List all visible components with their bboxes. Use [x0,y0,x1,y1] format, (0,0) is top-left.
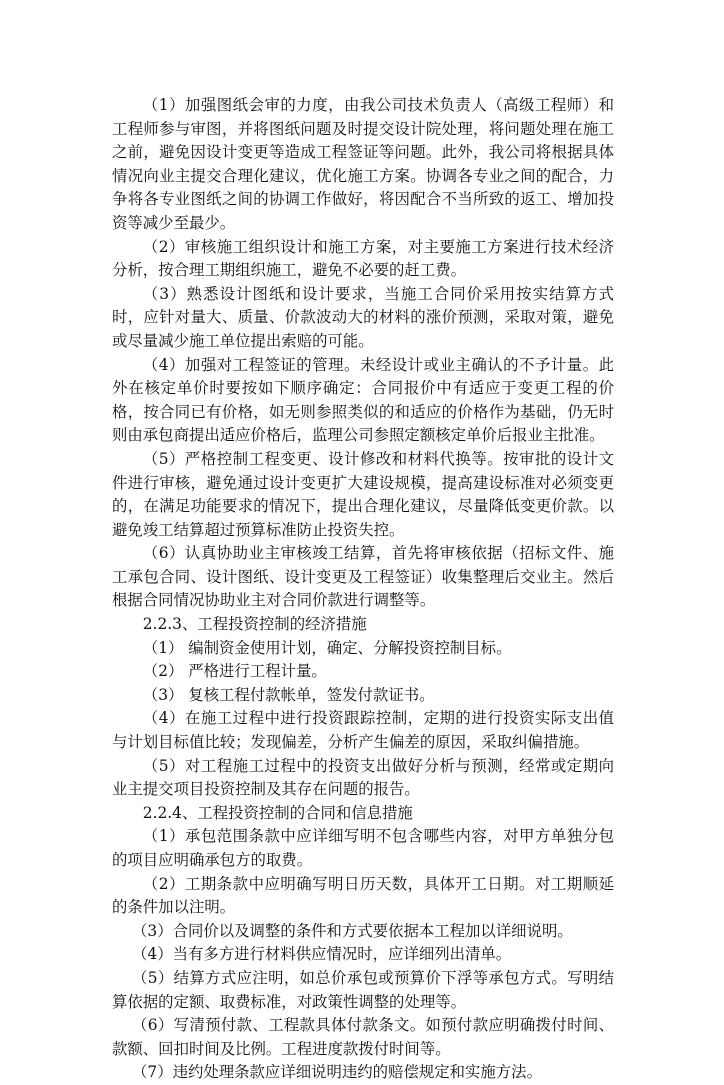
list-item-economic-1: （1） 编制资金使用计划，确定、分解投资控制目标。 [142,638,512,657]
paragraph-3: （3）熟悉设计图纸和设计要求，当施工合同价采用按实结算方式时，应针对量大、质量、价款波动大的材料的涨价预测，采取对策，避免或尽量减少施工单位提出索赔的可能。 [112,284,614,350]
paragraph-6: （6）认真协助业主审核竣工结算，首先将审核依据（招标文件、施工承包合同、设计图纸、设计变更及工程签证）收集整理后交业主。然后根据合同情况协助业主对合同价款进行调整等。 [112,544,614,610]
section-heading-2-2-4: 2.2.4、工程投资控制的合同和信息措施 [142,803,413,822]
list-item-contract-2: （2）工期条款中应明确写明日历天数，具体开工日期。对工期顺延的条件加以注明。 [112,874,614,917]
list-item-economic-5: （5）对工程施工过程中的投资支出做好分析与预测，经常或定期向业主提交项目投资控制及其存在问题的报告。 [112,756,614,799]
list-item-contract-7: （7）违约处理条款应详细说明违约的赔偿规定和实施方法。 [132,1063,542,1082]
list-item-contract-4: （4）当有多方进行材料供应情况时，应详细列出清单。 [132,945,512,964]
paragraph-2: （2）审核施工组织设计和施工方案，对主要施工方案进行技术经济分析，按合理工期组织施工，避免不必要的赶工费。 [112,237,614,280]
document-body [112,94,614,1085]
paragraph-5: （5）严格控制工程变更、设计修改和材料代换等。按审批的设计文件进行审核，避免通过设计变更扩大建设规模，提高建设标准对必须变更的，在满足功能要求的情况下，提出合理化建议，尽量降低变更价款。以避免竣工结算超过预算标准防止投资失控。 [112,449,614,539]
list-item-contract-6: （6）写清预付款、工程款具体付款条文。如预付款应明确拨付时间、款额、回扣时间及比例。工程进度款拨付时间等。 [112,1016,614,1058]
list-item-economic-2: （2） 严格进行工程计量。 [142,662,327,681]
list-item-economic-3: （3） 复核工程付款帐单，签发付款证书。 [142,685,435,704]
list-item-contract-1: （1）承包范围条款中应详细写明不包含哪些内容，对甲方单独分包的项目应明确承包方的取费。 [112,827,614,869]
list-item-contract-3: （3）合同价以及调整的条件和方式要依据本工程加以详细说明。 [132,921,573,940]
paragraph-1: （1）加强图纸会审的力度，由我公司技术负责人（高级工程师）和工程师参与审图，并将图纸问题及时提交设计院处理，将问题处理在施工之前，避免因设计变更等造成工程签证等问题。此外，我公司将根据具体情况向业主提交合理化建议，优化施工方案。协调各专业之间的配合，力争将各专业图纸之间的协调工作做好，将因配合不当所致的返工、增加投资等减少至最少。 [112,96,614,232]
section-heading-2-2-3: 2.2.3、工程投资控制的经济措施 [142,615,367,634]
paragraph-4: （4）加强对工程签证的管理。未经设计或业主确认的不予计量。此外在核定单价时要按如下顺序确定：合同报价中有适应于变更工程的价格，按合同已有价格，如无则参照类似的和适应的价格作为基础，仍无时则由承包商提出适应价格后，监理公司参照定额核定单价后报业主批准。 [112,355,614,445]
list-item-contract-5: （5）结算方式应注明，如总价承包或预算价下浮等承包方式。写明结算依据的定额、取费标准，对政策性调整的处理等。 [112,968,614,1011]
list-item-economic-4: （4）在施工过程中进行投资跟踪控制，定期的进行投资实际支出值与计划目标值比较；发现偏差，分析产生偏差的原因，采取纠偏措施。 [112,709,614,752]
